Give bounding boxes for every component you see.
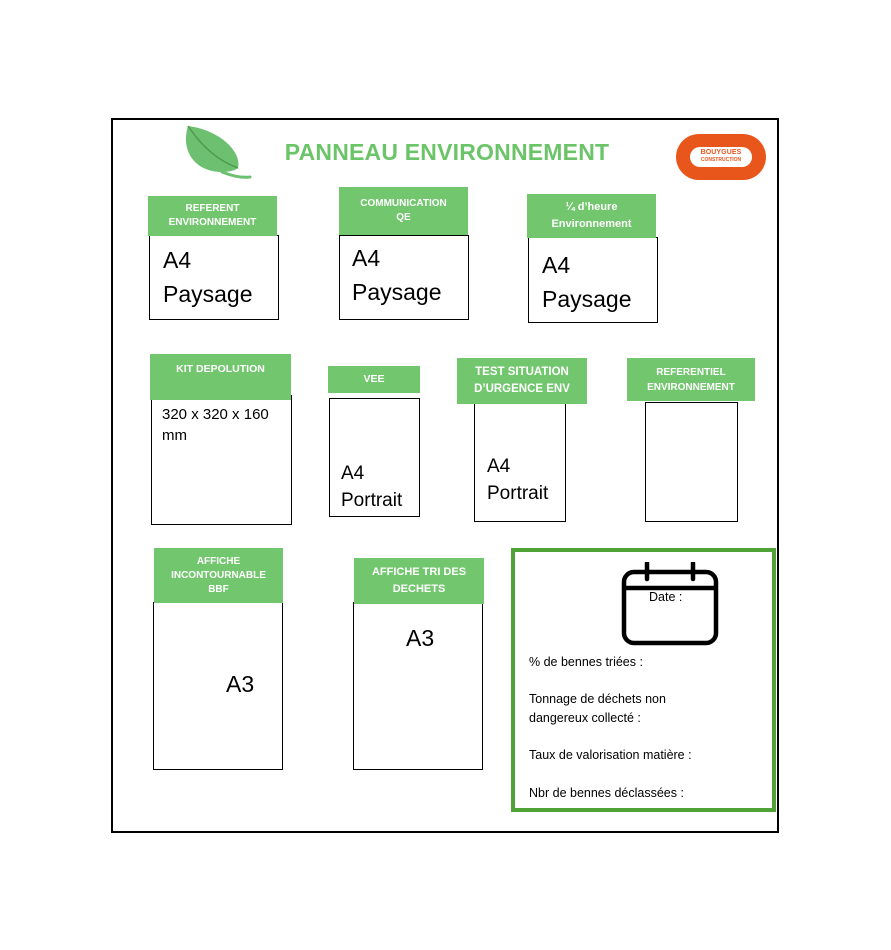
indicator-taux-valorisation: Taux de valorisation matière : — [529, 748, 692, 762]
slot-referentiel-tag: REFERENTIEL ENVIRONNEMENT — [627, 358, 755, 401]
bouygues-construction-logo — [676, 134, 766, 180]
indicator-bennes-declassees: Nbr de bennes déclassées : — [529, 786, 684, 800]
slot-kit-content: 320 x 320 x 160 mm — [162, 406, 269, 444]
indicators-box — [511, 548, 776, 812]
slot-communication-content: A4 Paysage — [352, 245, 442, 305]
slot-referentiel-frame — [645, 402, 738, 522]
panel-title: PANNEAU ENVIRONNEMENT — [284, 139, 610, 165]
slot-vee-content: A4 Portrait — [341, 463, 403, 511]
slot-referent-content: A4 Paysage — [163, 247, 253, 307]
slot-affiche-tri-content: A3 — [406, 625, 435, 651]
slot-affiche-bbf-content: A3 — [226, 671, 255, 697]
slot-affiche-bbf-tag: AFFICHE INCONTOURNABLE BBF — [154, 548, 283, 603]
slot-kit-tag: KIT DEPOLUTION — [150, 354, 291, 400]
indicator-bennes-triees: % de bennes triées : — [529, 655, 643, 669]
slot-affiche-tri-tag: AFFICHE TRI DES DECHETS — [354, 558, 484, 604]
indicator-tonnage: Tonnage de déchets non dangereux collecté : — [529, 692, 666, 725]
slot-test-tag: TEST SITUATION D’URGENCE ENV — [457, 358, 587, 404]
calendar-icon — [621, 562, 719, 646]
logo-line2: CONSTRUCTION — [700, 157, 742, 163]
slot-quart-heure-tag: ¼ d’heure Environnement — [527, 194, 656, 238]
leaf-icon — [180, 122, 252, 180]
logo-inner — [690, 147, 752, 167]
slot-referent-tag: REFERENT ENVIRONNEMENT — [148, 196, 277, 236]
slot-affiche-bbf-frame — [153, 602, 283, 770]
logo-line1: BOUYGUES — [700, 149, 742, 156]
slot-communication-tag: COMMUNICATION QE — [339, 187, 468, 235]
slot-test-content: A4 Portrait — [487, 456, 549, 504]
slot-vee-tag: VEE — [328, 366, 420, 393]
slot-quart-heure-content: A4 Paysage — [542, 252, 632, 312]
date-label: Date : — [649, 590, 683, 604]
